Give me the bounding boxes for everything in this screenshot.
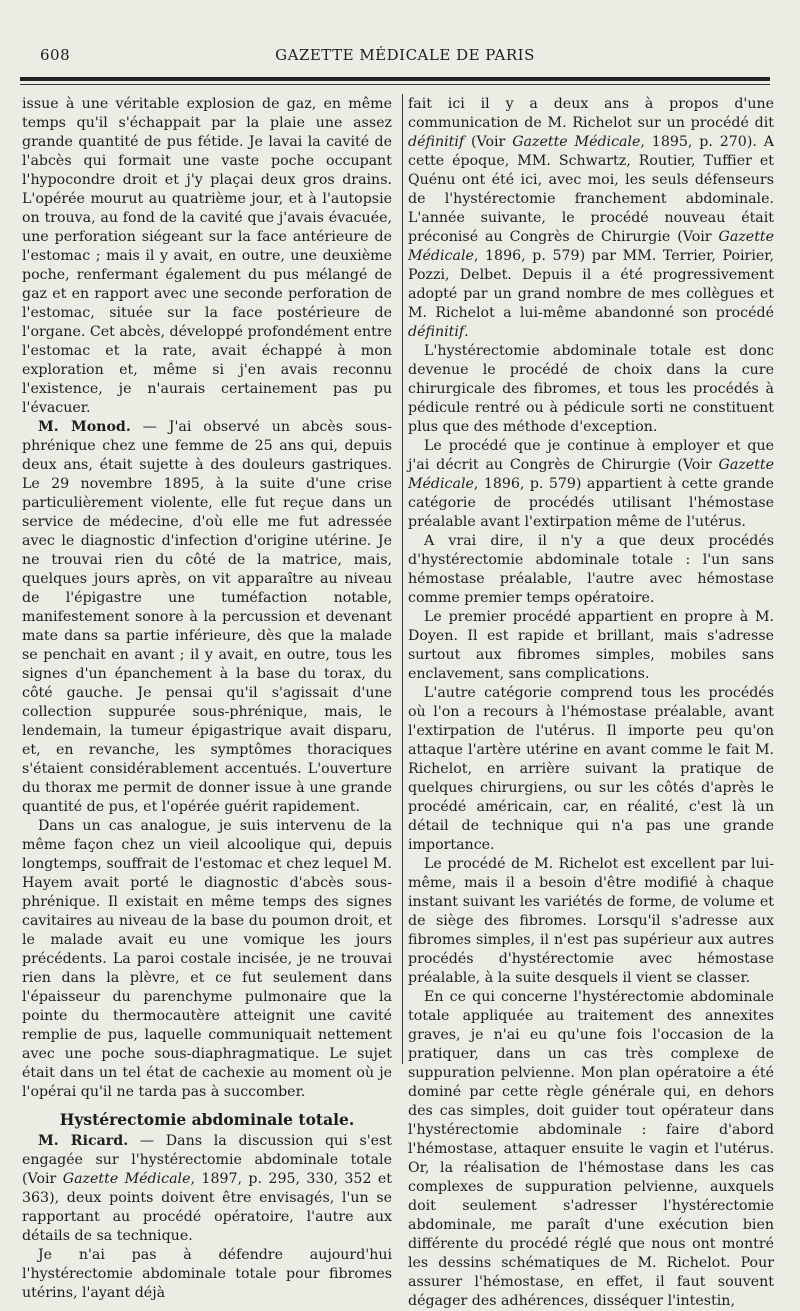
header-rule-thin: [20, 84, 770, 85]
paragraph: M. Monod. — J'ai observé un abcès sous-phrénique chez une femme de 25 ans qui, depuis deux ans, était sujette à des douleurs gastriques. Le 29 novembre 1895, à la suite d'une crise particulièrement violente, elle fut reçue dans un service de médecine, d'où elle me fut adressée avec le diagnostic d'infection d'origine utérine. Je ne trouvai rien du côté de la matrice, mais, quelques jours après, on vit apparaître au niveau de l'épigastre une tuméfaction notable, manifestement sonore à la percussion et devenant mate dans sa partie inférieure, dès que la malade se penchait en avant ; il y avait, en outre, tous les signes d'un épanchement à la base du torax, du côté gauche. Je pensai qu'il s'agissait d'une collection suppurée sous-phrénique, mais, le lendemain, la tumeur épigastrique avait disparu, et, en revanche, les symptômes thoraciques s'étaient considérablement accentués. L'ouverture du thorax me permit de donner issue à une grande quantité de pus, et l'opérée guérit rapidement.: [22, 419, 393, 815]
column-divider: [402, 94, 403, 1064]
paragraph: Le procédé de M. Richelot est excellent par lui-même, mais il a besoin d'être modifié à chaque instant suivant les variétés de forme, de volume et de siège des fibromes. Lorsqu'il s'adresse aux fibromes simples, il n'est pas supérieur aux autres procédés d'hystérectomie avec hémostase préalable, à la suite desquels il vient se classer.: [408, 856, 774, 986]
paragraph: L'hystérectomie abdominale totale est donc devenue le procédé de choix dans la cure chirurgicale des fibromes, et tous les procédés à pédicule rentré ou à pédicule sorti ne constituent plus que des méthode d'exception.: [408, 343, 774, 435]
running-title: GAZETTE MÉDICALE DE PARIS: [275, 46, 535, 64]
paragraph: Le procédé que je continue à employer et que j'ai décrit au Congrès de Chirurgie (Voir Gazette Médicale, 1896, p. 579) appartient à cette grande catégorie de procédés utilisant l'hémostase préalable avant l'extirpation même de l'utérus.: [408, 438, 774, 530]
page-number: 608: [40, 46, 71, 64]
paragraph: L'autre catégorie comprend tous les procédés où l'on a recours à l'hémostase préalable, avant l'extirpation de l'utérus. Il importe peu qu'on attaque l'artère utérine en avant comme le fait M. Richelot, en arrière suivant la pratique de quelques chirurgiens, ou sur les côtés d'après le procédé américain, car, en réalité, c'est là un détail de technique qui n'a pas une grande importance.: [408, 685, 774, 853]
speaker-name: M. Monod.: [38, 419, 131, 435]
paragraph: Le premier procédé appartient en propre à M. Doyen. Il est rapide et brillant, mais s'adresse surtout aux fibromes simples, mobiles sans enclavement, sans complications.: [408, 609, 774, 682]
paragraph: A vrai dire, il n'y a que deux procédés d'hystérectomie abdominale totale : l'un sans hémostase préalable, l'autre avec hémostase comme premier temps opératoire.: [408, 533, 774, 606]
page-header: [40, 46, 770, 68]
header-rule-thick: [20, 77, 770, 81]
paragraph: M. Ricard. — Dans la discussion qui s'est engagée sur l'hystérectomie abdominale totale (Voir Gazette Médicale, 1897, p. 295, 330, 352 et 363), deux points doivent être envisagés, l'un se rapportant au procédé opératoire, l'autre aux détails de sa technique.: [22, 1133, 392, 1244]
paragraph: Dans un cas analogue, je suis intervenu de la même façon chez un vieil alcoolique qui, depuis longtemps, souffrait de l'estomac et chez lequel M. Hayem avait porté le diagnostic d'abcès sous-phrénique. Il existait en même temps des signes cavitaires au niveau de la base du poumon droit, et le malade avait eu une vomique les jours précédents. La paroi costale incisée, je ne trouvai rien dans la plèvre, et ce fut seulement dans l'épaisseur du parenchyme pulmonaire que la pointe du thermocautère atteignit une cavité remplie de pus, laquelle communiquait nettement avec une poche sous-diaphragmatique. Le sujet était dans un tel état de cachexie au moment où je l'opérai qu'il ne tarda pas à succomber.: [22, 818, 392, 1100]
left-column: [22, 95, 393, 1301]
paragraph: Je n'ai pas à défendre aujourd'hui l'hystérectomie abdominale totale pour fibromes utérins, l'ayant déjà: [22, 1247, 392, 1301]
paragraph: issue à une véritable explosion de gaz, en même temps qu'il s'échappait par la plaie une assez grande quantité de pus fétide. Je lavai la cavité de l'abcès qui formait une vaste poche occupant l'hypocondre droit et j'y plaçai deux gros drains. L'opérée mourut au quatrième jour, et à l'autopsie on trouva, au fond de la cavité que j'avais évacuée, une perforation siégeant sur la face antérieure de l'estomac ; mais il y avait, en outre, une deuxième poche, renfermant également du pus mélangé de gaz et en rapport avec une seconde perforation de l'estomac, située sur la face postérieure de l'organe. Cet abcès, développé profondément entre l'estomac et la rate, avait échappé à mon exploration et, même si j'en avais reconnu l'existence, je n'aurais certainement pas pu l'évacuer.: [22, 96, 392, 416]
paragraph: fait ici il y a deux ans à propos d'une communication de M. Richelot sur un procédé dit définitif (Voir Gazette Médicale, 1895, p. 270). A cette époque, MM. Schwartz, Routier, Tuffier et Quénu ont été ici, avec moi, les seuls défenseurs de l'hystérectomie franchement abdominale. L'année suivante, le procédé nouveau était préconisé au Congrès de Chirurgie (Voir Gazette Médicale, 1896, p. 579) par MM. Terrier, Poirier, Pozzi, Delbet. Depuis il a été progressivement adopté par un grand nombre de mes collègues et M. Richelot a lui-même abandonné son procédé définitif.: [408, 96, 774, 340]
right-column: [408, 95, 774, 1309]
paragraph: En ce qui concerne l'hystérectomie abdominale totale appliquée au traitement des annexites graves, je n'ai eu qu'une fois l'occasion de la pratiquer, dans un cas très complexe de suppuration pelvienne. Mon plan opératoire a été dominé par cette règle générale qui, en dehors des cas simples, doit guider tout opérateur dans l'hystérectomie abdominale : faire d'abord l'hémostase, attaquer ensuite le vagin et l'utérus. Or, la réalisation de l'hémostase dans les cas complexes de suppuration pelvienne, auxquels doit seulement s'adresser l'hystérectomie abdominale, me paraît d'une exécution bien différente du procédé réglé que nous ont montré les dessins schématiques de M. Richelot. Pour assurer l'hémostase, en effet, il faut souvent dégager des adhérences, disséquer l'intestin,: [408, 989, 774, 1309]
section-title: Hystérectomie abdominale totale.: [59, 1110, 355, 1129]
speaker-name: M. Ricard.: [38, 1133, 129, 1149]
